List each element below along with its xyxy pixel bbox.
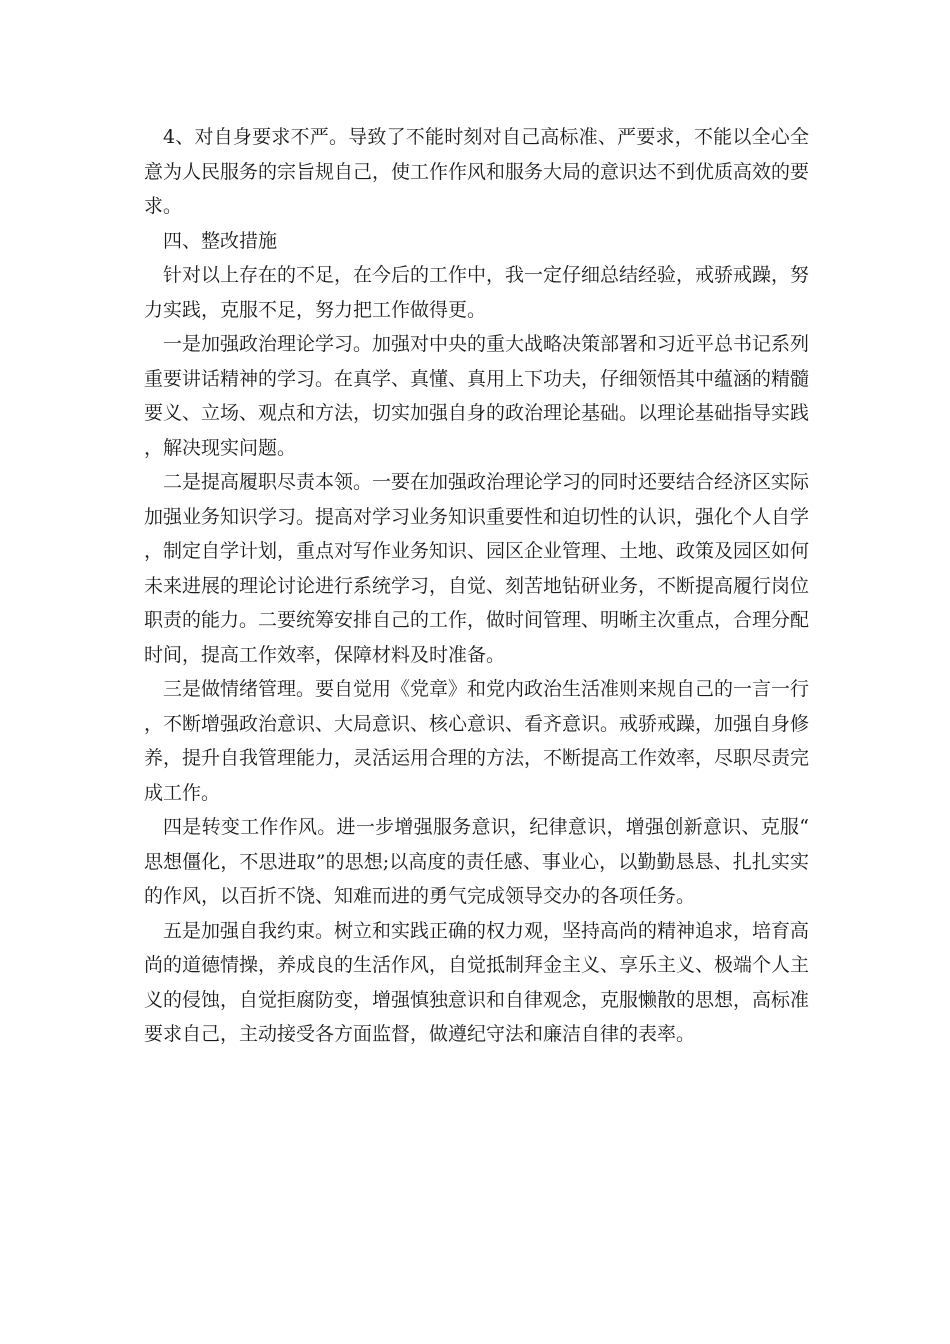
paragraph-measure-5: 五是加强自我约束。树立和实践正确的权力观，坚持高尚的精神追求，培育高尚的道德情操，养成良的生活作风，自觉抵制拜金主义、享乐主义、极端个人主义的侵蚀，自觉拒腐防变，增强慎独意识和自律观念，克服懒散的思想，高标准要求自己，主动接受各方面监督，做遵纪守法和廉洁自律的表率。 <box>144 919 810 1045</box>
paragraph-measure-1: 一是加强政治理论学习。加强对中央的重大战略决策部署和习近平总书记系列重要讲话精神的学习。在真学、真懂、真用上下功夫，仔细领悟其中蕴涵的精髓要义、立场、观点和方法，切实加强自身的政治理论基础。以理论基础指导实践，解决现实问题。 <box>144 333 810 459</box>
paragraph-intro: 针对以上存在的不足，在今后的工作中，我一定仔细总结经验，戒骄戒躁，努力实践，克服不足，努力把工作做得更。 <box>144 264 810 321</box>
paragraph-self-requirement: 4、对自身要求不严。导致了不能时刻对自己高标准、严要求，不能以全心全意为人民服务的宗旨规自己，使工作作风和服务大局的意识达不到优质高效的要求。 <box>144 126 810 217</box>
paragraph-measure-3: 三是做情绪管理。要自觉用《党章》和党内政治生活准则来规自己的一言一行，不断增强政治意识、大局意识、核心意识、看齐意识。戒骄戒躁，加强自身修养，提升自我管理能力，灵活运用合理的方法，不断提高工作效率，尽职尽责完成工作。 <box>144 678 810 804</box>
paragraph-measure-4: 四是转变工作作风。进一步增强服务意识，纪律意识，增强创新意识、克服“思想僵化，不思进取”的思想;以高度的责任感、事业心，以勤勤恳恳、扎扎实实的作风，以百折不饶、知难而进的勇气完成领导交办的各项任务。 <box>144 816 809 907</box>
section-heading-rectification: 四、整改措施 <box>163 229 278 252</box>
document-body <box>144 120 809 1052</box>
paragraph-measure-2: 二是提高履职尽责本领。一要在加强政治理论学习的同时还要结合经济区实际加强业务知识学习。提高对学习业务知识重要性和迫切性的认识，强化个人自学，制定自学计划，重点对写作业务知识、园区企业管理、土地、政策及园区如何未来进展的理论讨论进行系统学习，自觉、刻苦地钻研业务，不断提高履行岗位职责的能力。二要统筹安排自己的工作，做时间管理、明晰主次重点，合理分配时间，提高工作效率，保障材料及时准备。 <box>144 471 810 666</box>
